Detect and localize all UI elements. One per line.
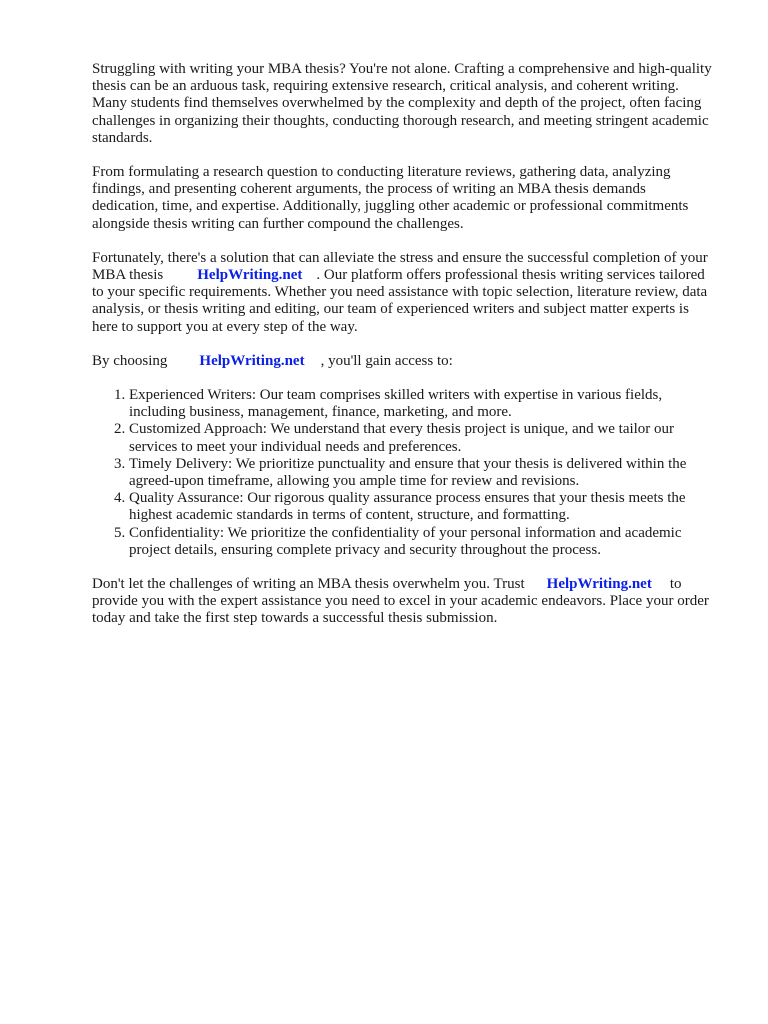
benefit-experienced-writers: Experienced Writers: Our team comprises skilled writers with expertise in various fields, including business, management, finance, marketing, and more. bbox=[129, 387, 663, 421]
helpwriting-link-1[interactable]: HelpWriting.net bbox=[197, 267, 303, 284]
solution-text-before: Fortunately, there's a solution that can alleviate the stress and ensure the successful completion of your MBA thesis bbox=[92, 249, 708, 284]
intro-text: Struggling with writing your MBA thesis? You're not alone. Crafting a comprehensive and high-quality thesis can be an arduous task, requiring extensive research, critical analysis, and coherent writing. Many students find themselves overwhelmed by the complexity and depth of the project, often facing challenges in organizing their thoughts, conducting thorough research, and meeting stringent academic standards. bbox=[92, 61, 712, 146]
intro-paragraph bbox=[92, 61, 712, 147]
closing-paragraph bbox=[92, 576, 712, 628]
closing-text-after: to provide you with the expert assistance you need to excel in your academic endeavors. Place your order today and take the first step towards a successful thesis submission. bbox=[92, 576, 709, 627]
list-item bbox=[129, 387, 712, 421]
list-item bbox=[129, 525, 712, 559]
benefits-list bbox=[92, 387, 712, 559]
list-item bbox=[129, 490, 712, 524]
process-text: From formulating a research question to conducting literature reviews, gathering data, analyzing findings, and presenting coherent arguments, the process of writing an MBA thesis demands dedication, time, and expertise. Additionally, juggling other academic or professional commitments alongside thesis writing can further compound the challenges. bbox=[92, 164, 689, 232]
helpwriting-link-3[interactable]: HelpWriting.net bbox=[546, 576, 652, 593]
list-item bbox=[129, 421, 712, 455]
benefit-timely-delivery: Timely Delivery: We prioritize punctuality and ensure that your thesis is delivered within the agreed-upon timeframe, allowing you ample time for review and revisions. bbox=[129, 455, 687, 490]
closing-text-before: Don't let the challenges of writing an MBA thesis overwhelm you. Trust bbox=[92, 576, 525, 593]
benefit-confidentiality: Confidentiality: We prioritize the confidentiality of your personal information and academic project details, ensuring complete privacy and security throughout the process. bbox=[129, 524, 682, 558]
helpwriting-link-2[interactable]: HelpWriting.net bbox=[199, 352, 305, 369]
benefit-customized-approach: Customized Approach: We understand that every thesis project is unique, and we tailor our services to meet your individual needs and preferences. bbox=[129, 421, 675, 455]
list-item bbox=[129, 456, 712, 490]
solution-paragraph bbox=[92, 250, 712, 336]
choosing-text-before: By choosing bbox=[92, 352, 168, 369]
benefit-quality-assurance: Quality Assurance: Our rigorous quality assurance process ensures that your thesis meets the highest academic standards in terms of content, structure, and formatting. bbox=[129, 490, 686, 524]
process-paragraph bbox=[92, 164, 712, 233]
choosing-text-after: , you'll gain access to: bbox=[320, 352, 453, 369]
choosing-paragraph bbox=[92, 353, 712, 370]
solution-text-after: . Our platform offers professional thesis writing services tailored to your specific requirements. Whether you need assistance with topic selection, literature review, data analysis, or thesis writing and editing, our team of experienced writers and subject matter experts is here to support you at every step of the way. bbox=[92, 267, 708, 335]
document-page bbox=[92, 61, 712, 645]
